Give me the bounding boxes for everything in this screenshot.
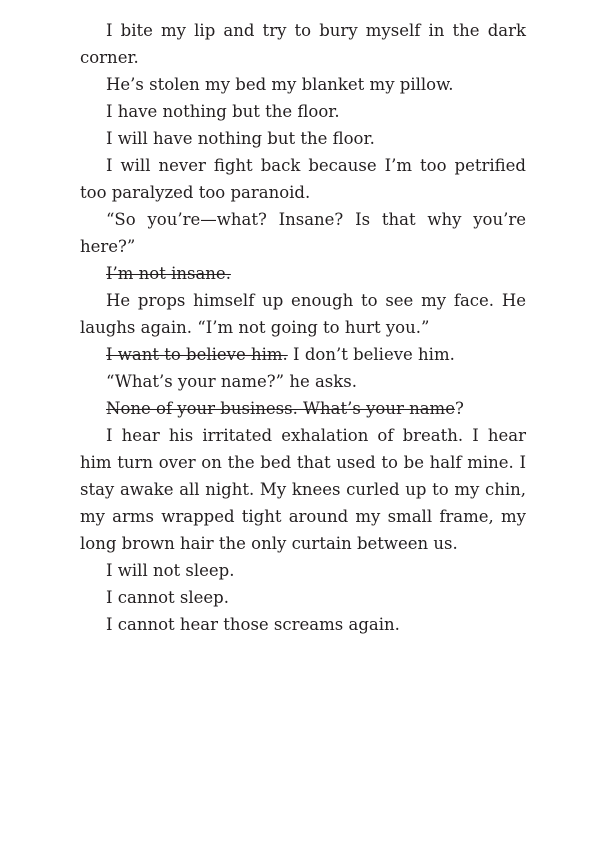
paragraph-5	[80, 152, 526, 206]
paragraph-13	[80, 557, 526, 584]
paragraph-text: He props himself up enough to see my face. He laughs again. “I’m not going to hurt you.”	[80, 291, 526, 337]
paragraph-text: I will never fight back because I’m too petrified too paralyzed too paranoid.	[80, 156, 526, 202]
paragraph-4	[80, 125, 526, 152]
paragraph-text: I cannot hear those screams again.	[106, 615, 400, 634]
paragraph-text: I have nothing but the floor.	[106, 102, 340, 121]
paragraph-9	[80, 341, 526, 368]
struck-text: I’m not insane.	[106, 264, 231, 283]
paragraph-text: I will not sleep.	[106, 561, 235, 580]
paragraph-text: “What’s your name?” he asks.	[106, 372, 357, 391]
paragraph-text: I cannot sleep.	[106, 588, 229, 607]
paragraph-14	[80, 584, 526, 611]
paragraph-7	[80, 260, 526, 287]
paragraph-3	[80, 98, 526, 125]
struck-text: None of your business. What’s your name	[106, 399, 455, 418]
paragraph-11	[80, 395, 526, 422]
book-page	[80, 17, 526, 638]
paragraph-2	[80, 71, 526, 98]
paragraph-6	[80, 206, 526, 260]
paragraph-text: “So you’re—what? Insane? Is that why you’re here?”	[80, 210, 526, 256]
paragraph-text: I hear his irritated exhalation of breath. I hear him turn over on the bed that used to be half mine. I stay awake all night. My knees curled up to my chin, my arms wrapped tight around my small frame, my long brown hair the only curtain between us.	[80, 426, 526, 553]
paragraph-10	[80, 368, 526, 395]
paragraph-text: ?	[454, 399, 464, 418]
struck-text: I want to believe him.	[106, 345, 288, 364]
paragraph-text: I bite my lip and try to bury myself in the dark corner.	[80, 21, 526, 67]
paragraph-1	[80, 17, 526, 71]
paragraph-12	[80, 422, 526, 557]
paragraph-text: I will have nothing but the floor.	[106, 129, 375, 148]
paragraph-text: He’s stolen my bed my blanket my pillow.	[106, 75, 454, 94]
paragraph-15	[80, 611, 526, 638]
paragraph-8	[80, 287, 526, 341]
paragraph-text: I don’t believe him.	[287, 345, 455, 364]
